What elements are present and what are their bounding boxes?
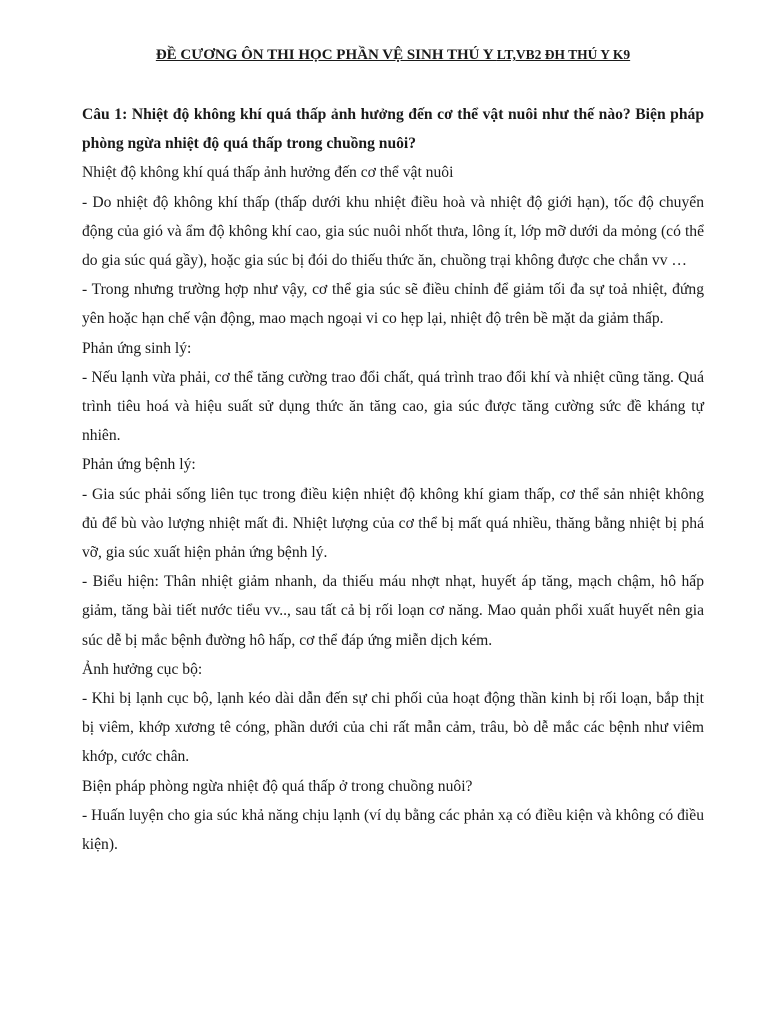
body-paragraph: - Trong nhưng trường hợp như vậy, cơ thể gia súc sẽ điều chỉnh để giảm tối đa sự toả nhiệt, đứng yên hoặc hạn chế vận động, mao mạch ngoại vi co hẹp lại, nhiệt độ trên bề mặt da giảm thấp. (82, 281, 704, 328)
document-title (82, 47, 704, 64)
section-heading: Ảnh hưởng cục bộ: (82, 660, 203, 678)
question-paragraph: Câu 1: Nhiệt độ không khí quá thấp ảnh hưởng đến cơ thể vật nuôi như thế nào? Biện pháp phòng ngừa nhiệt độ quá thấp trong chuồng nuôi? (82, 106, 704, 153)
body-paragraph: - Khi bị lạnh cục bộ, lạnh kéo dài dẫn đến sự chi phối của hoạt động thần kinh bị rối loạn, bắp thịt bị viêm, khớp xương tê cóng, phần dưới của chi rất mẫn cảm, trâu, bò dễ mắc các bệnh như viêm khớp, cước chân. (82, 690, 704, 766)
document-title-main: ĐỀ CƯƠNG ÔN THI HỌC PHẦN VỆ SINH THÚ Y (155, 47, 493, 63)
section-heading: Phản ứng sinh lý: (82, 339, 192, 357)
body-paragraph: - Gia súc phải sống liên tục trong điều kiện nhiệt độ không khí giam thấp, cơ thể sản nhiệt không đủ để bù vào lượng nhiệt mất đi. Nhiệt lượng của cơ thể bị mất quá nhiều, thăng bằng nhiệt bị phá vỡ, gia súc xuất hiện phản ứng bệnh lý. (82, 485, 704, 562)
section-heading: Nhiệt độ không khí quá thấp ảnh hưởng đến cơ thể vật nuôi (82, 164, 454, 182)
document-body (82, 100, 704, 859)
body-paragraph: - Nếu lạnh vừa phải, cơ thể tăng cường trao đổi chất, quá trình trao đổi khí và nhiệt cũng tăng. Quá trình tiêu hoá và hiệu suất sử dụng thức ăn tăng cao, gia súc được tăng cường sức đề kháng tự nhiên. (82, 368, 704, 445)
body-paragraph: - Biểu hiện: Thân nhiệt giảm nhanh, da thiếu máu nhợt nhạt, huyết áp tăng, mạch chậm, hô hấp giảm, tăng bài tiết nước tiểu vv.., sau tất cả bị rối loạn cơ năng. Mao quản phổi xuất huyết nên gia súc dễ bị mắc bệnh đường hô hấp, cơ thể đáp ứng miễn dịch kém. (82, 573, 704, 649)
document-title-suffix: LT,VB2 ĐH THÚ Y K9 (496, 47, 631, 62)
section-heading: Biện pháp phòng ngừa nhiệt độ quá thấp ở trong chuồng nuôi? (82, 777, 473, 795)
body-paragraph: - Huấn luyện cho gia súc khả năng chịu lạnh (ví dụ bằng các phản xạ có điều kiện và không có điều kiện). (82, 806, 704, 854)
section-heading: Phản ứng bệnh lý: (82, 456, 196, 474)
body-paragraph: - Do nhiệt độ không khí thấp (thấp dưới khu nhiệt điều hoà và nhiệt độ giới hạn), tốc độ chuyển động của gió và ẩm độ không khí cao, gia súc nuôi nhốt thưa, lông ít, lớp mỡ dưới da mỏng (có thể do gia súc quá gầy), hoặc gia súc bị đói do thiếu thức ăn, chuồng trại không được che chắn vv … (82, 193, 704, 270)
